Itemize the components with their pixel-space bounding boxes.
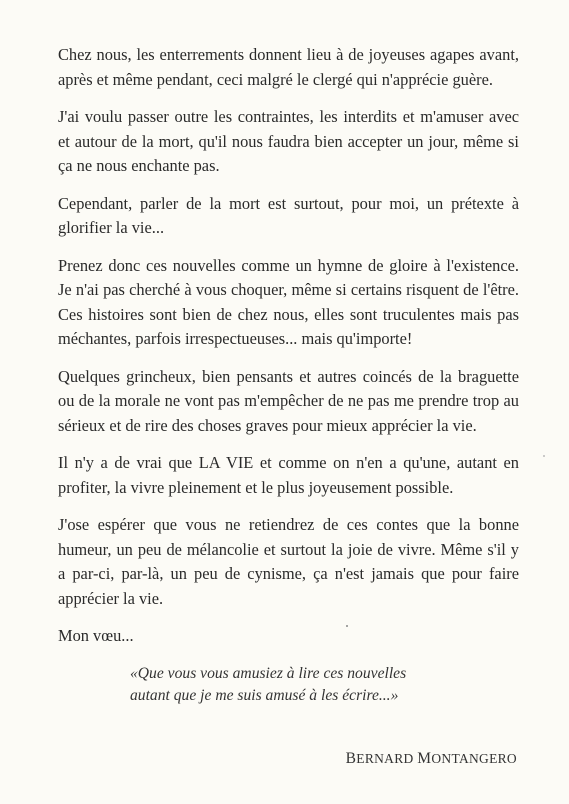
- paragraph-7: J'ose espérer que vous ne retiendrez de ces contes que la bonne humeur, un peu de mélancolie et surtout la joie de vivre. Même s'il y a par-ci, par-là, un peu de cynisme, ça n'est jamais que pour faire apprécier la vie.: [58, 515, 519, 608]
- paragraph-3: Cependant, parler de la mort est surtout, pour moi, un prétexte à glorifier la vie...: [58, 193, 519, 237]
- wish-line: Mon vœu...: [58, 626, 134, 645]
- paper-speck: [346, 625, 348, 627]
- paragraph-5: Quelques grincheux, bien pensants et autres coincés de la braguette ou de la morale ne vont pas m'empêcher de ne pas me prendre trop au sérieux et de rire des choses graves pour mieux apprécier la vie.: [58, 366, 519, 435]
- paragraph-1: Chez nous, les enterrements donnent lieu à de joyeuses agapes avant, après et même pendant, ceci malgré le clergé qui n'apprécie guère.: [58, 45, 519, 89]
- author-signature: [346, 750, 517, 768]
- paragraph-6: Il n'y a de vrai que LA VIE et comme on n'en a qu'une, autant en profiter, la vivre pleinement et le plus joyeusement possible.: [58, 453, 519, 497]
- closing-quote: [130, 663, 519, 707]
- preface-text: [58, 43, 519, 707]
- signature-first-initial: B: [345, 750, 357, 767]
- paper-speck: [543, 455, 545, 457]
- quote-line-1: «Que vous vous amusiez à lire ces nouvelles: [130, 664, 407, 682]
- signature-last-rest: ONTANGERO: [431, 751, 517, 766]
- paragraph-4: Prenez donc ces nouvelles comme un hymne de gloire à l'existence. Je n'ai pas cherché à vous choquer, même si certains risquent de l'être. Ces histoires sont bien de chez nous, elles sont truculentes mais pas méchantes, parfois irrespectueuses... mais qu'importe!: [58, 255, 519, 348]
- paragraph-2: J'ai voulu passer outre les contraintes, les interdits et m'amuser avec et autour de la mort, qu'il nous faudra bien accepter un jour, même si ça ne nous enchante pas.: [58, 107, 519, 175]
- signature-first-rest: ERNARD: [356, 751, 414, 766]
- quote-line-2: autant que je me suis amusé à les écrire...»: [130, 686, 399, 704]
- signature-last-initial: M: [417, 750, 432, 767]
